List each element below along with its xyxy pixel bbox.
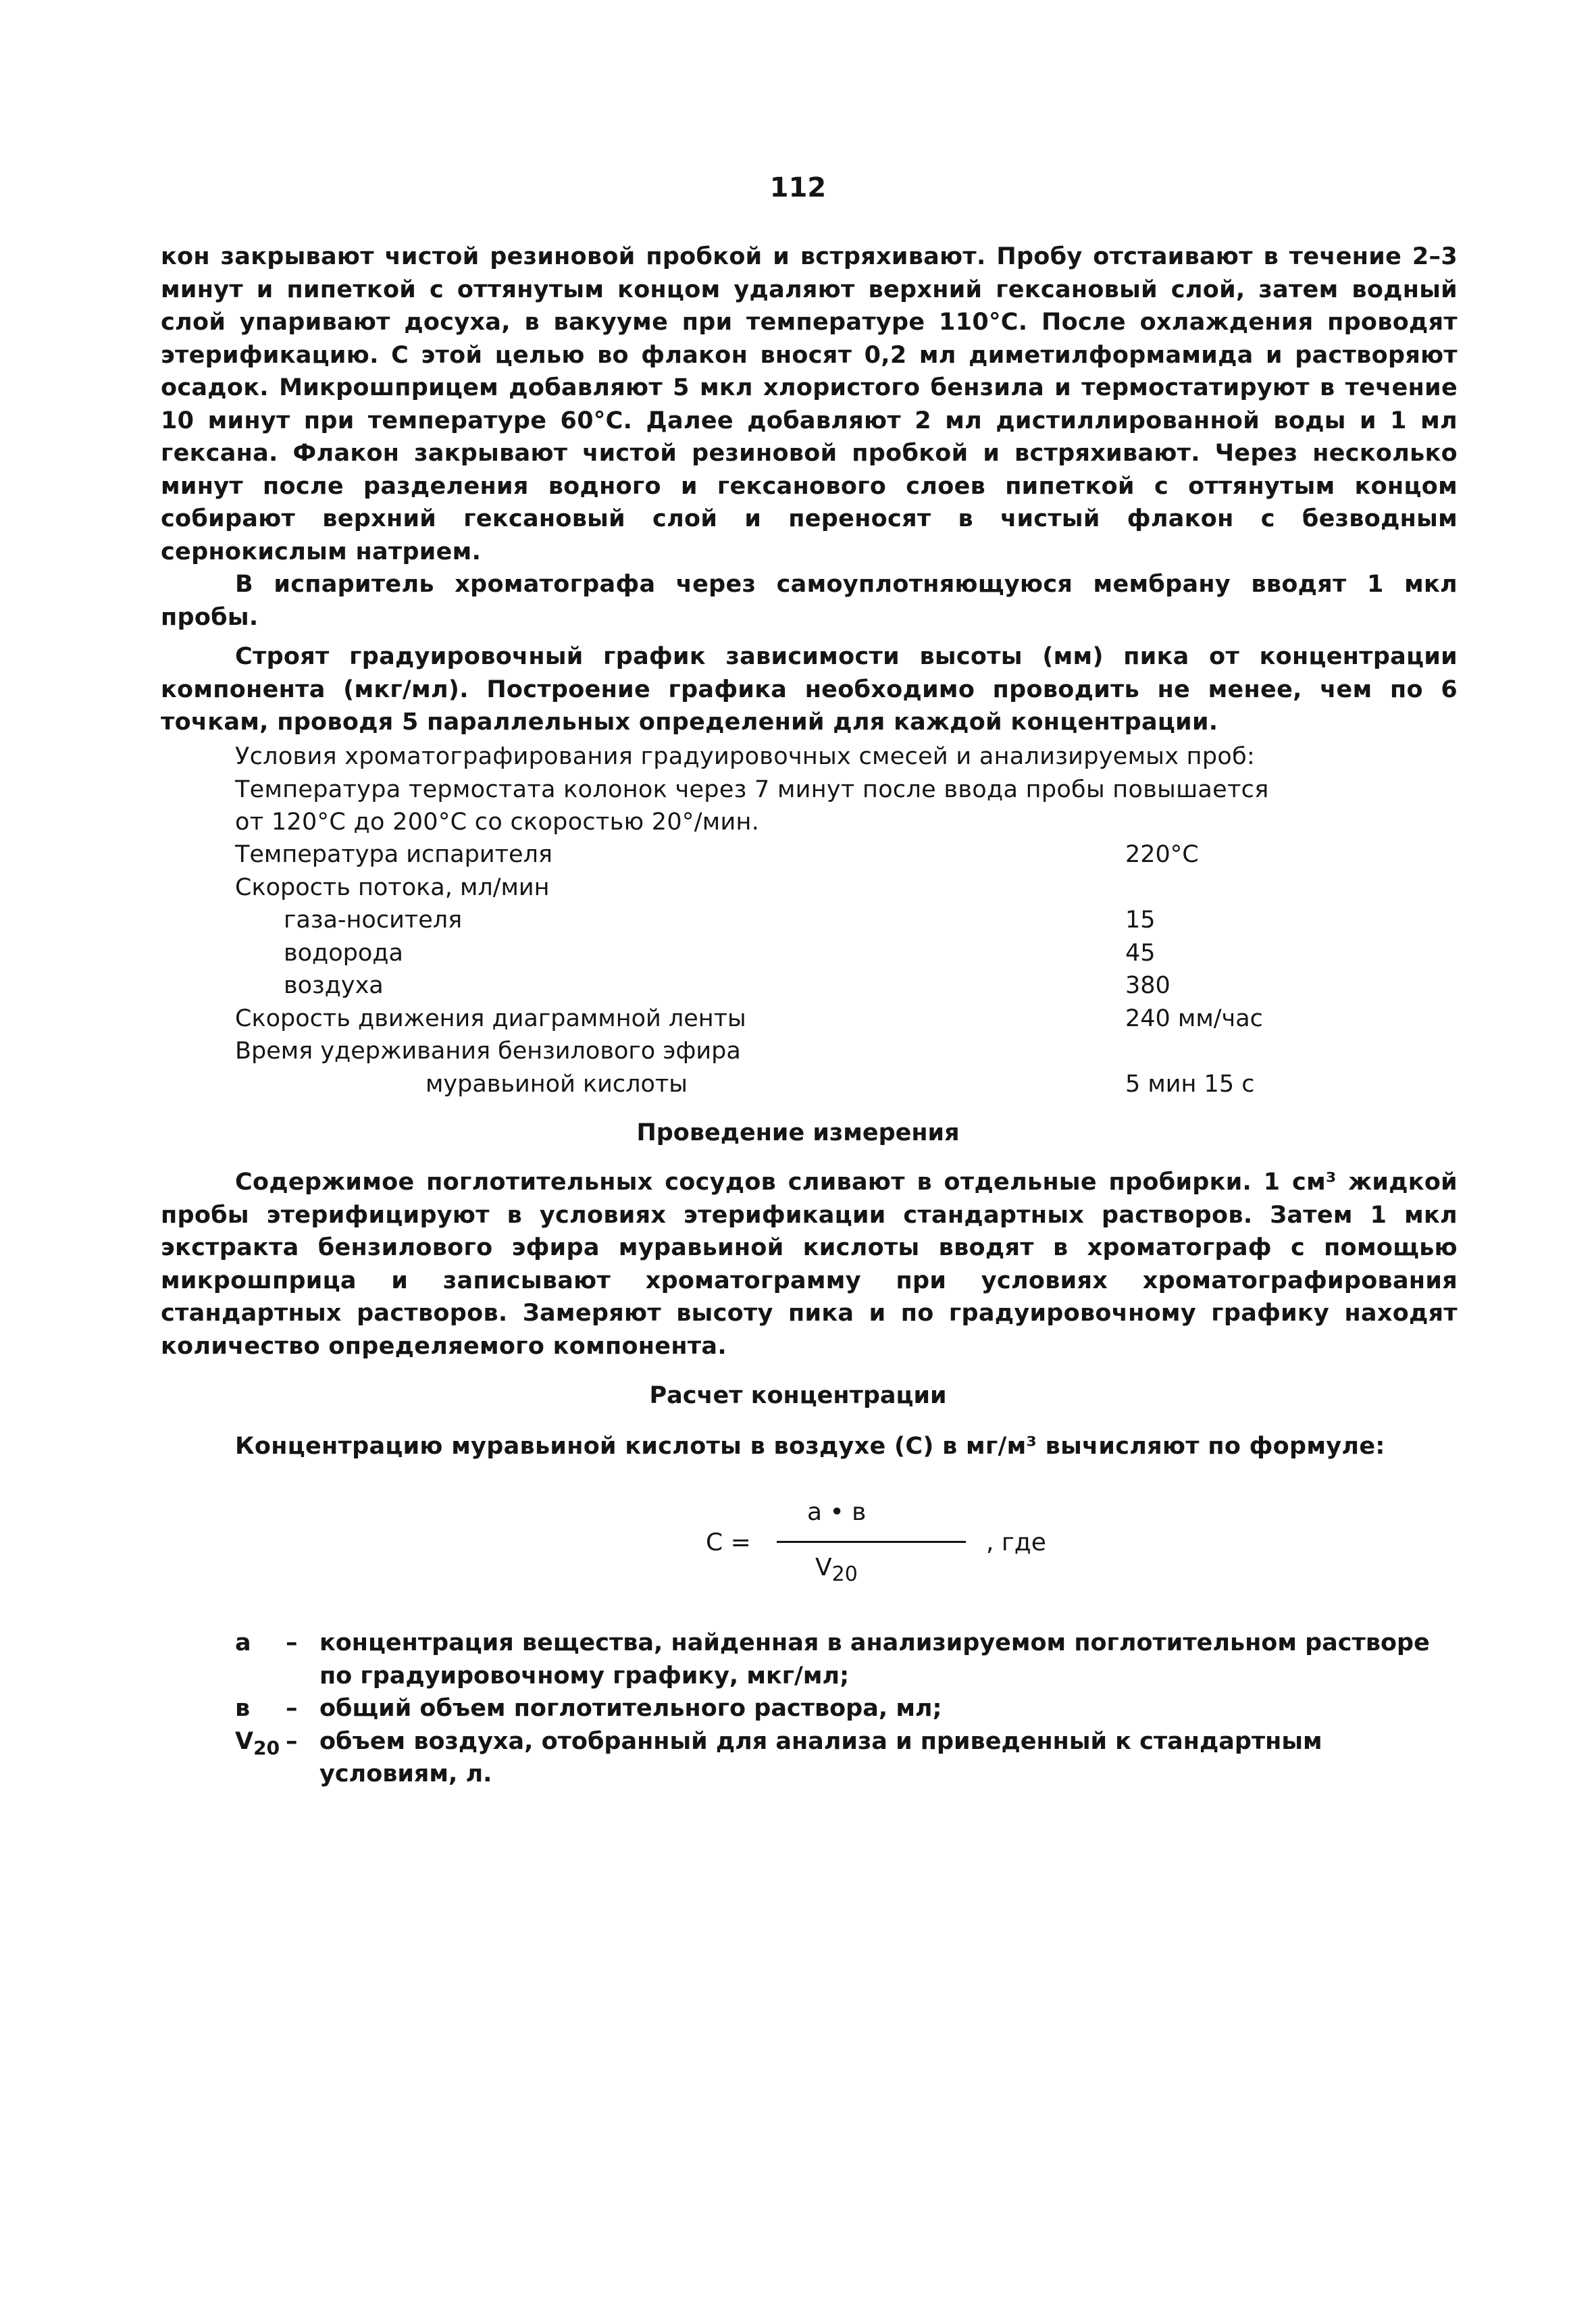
- calculation-heading: Расчет концентрации: [649, 1382, 947, 1409]
- condition-label: Температура испарителя: [235, 841, 552, 868]
- condition-value: 5 мин 15 с: [1125, 1070, 1255, 1098]
- condition-row: [235, 937, 1437, 970]
- legend-description: концентрация вещества, найденная в анализируемом поглотительном растворе по градуировочному графику, мкг/мл;: [319, 1629, 1430, 1689]
- legend-row: [235, 1725, 1451, 1791]
- legend-dash: –: [286, 1695, 298, 1722]
- condition-row: [235, 1035, 1437, 1068]
- formula-lhs: С =: [706, 1529, 751, 1556]
- calculation-intro-block: [161, 1430, 1458, 1463]
- variable-legend: [235, 1627, 1451, 1791]
- condition-label: муравьиной кислоты: [426, 1070, 688, 1098]
- condition-row: [235, 1068, 1437, 1101]
- formula-denominator: $V_{20}$: [815, 1554, 858, 1587]
- condition-label: Скорость потока, мл/мин: [235, 873, 550, 901]
- condition-row: [235, 969, 1437, 1002]
- conditions-table: [235, 838, 1437, 1100]
- legend-symbol: а: [235, 1629, 251, 1656]
- paragraph-injection: В испаритель хроматографа через самоуплотняющуюся мембрану вводят 1 мкл пробы.: [161, 571, 1458, 631]
- legend-row: [235, 1692, 1451, 1725]
- condition-row: [235, 871, 1437, 905]
- condition-value: 380: [1125, 972, 1170, 999]
- condition-row: [235, 838, 1437, 871]
- condition-label: водорода: [284, 939, 403, 967]
- condition-label: воздуха: [284, 972, 384, 999]
- intro-text: [161, 240, 1458, 739]
- condition-value: 45: [1125, 939, 1156, 967]
- legend-dash: –: [286, 1727, 298, 1755]
- legend-symbol: в: [235, 1695, 251, 1722]
- condition-row: [235, 1002, 1437, 1036]
- legend-symbol: $V_{20}$: [235, 1727, 280, 1759]
- legend-row: [235, 1627, 1451, 1692]
- thermostat-line-2: от 120°С до 200°С со скоростью 20°/мин.: [235, 809, 760, 836]
- measurement-heading: Проведение измерения: [636, 1119, 960, 1146]
- legend-description: общий объем поглотительного раствора, мл;: [319, 1695, 942, 1722]
- condition-label: газа-носителя: [284, 907, 463, 934]
- legend-description: объем воздуха, отобранный для анализа и приведенный к стандартным условиям, л.: [319, 1727, 1322, 1787]
- thermostat-line-1: Температура термостата колонок через 7 минут после ввода пробы повышается: [235, 776, 1269, 803]
- condition-row: [235, 904, 1437, 937]
- concentration-formula: [706, 1498, 1084, 1593]
- page-number: 112: [769, 172, 827, 203]
- calculation-intro: Концентрацию муравьиной кислоты в воздухе (С) в мг/м³ вычисляют по формуле:: [235, 1433, 1385, 1460]
- conditions-intro-text: Условия хроматографирования градуировочных смесей и анализируемых проб:: [235, 743, 1256, 770]
- paragraph-sample-prep: кон закрывают чистой резиновой пробкой и встряхивают. Пробу отстаивают в течение 2–3 минут и пипеткой с оттянутым концом удаляют верхний гексановый слой, затем водный слой упаривают досуха, в вакууме при температуре 110°С. После охлаждения проводят этерификацию. С этой целью во флакон вносят 0,2 мл диметилформамида и растворяют осадок. Микрошприцем добавляют 5 мкл хлористого бензила и термостатируют в течение 10 минут при температуре 60°С. Далее добавляют 2 мл дистиллированной воды и 1 мл гексана. Флакон закрывают чистой резиновой пробкой и встряхивают. Через несколько минут после разделения водного и гексанового слоев пипеткой с оттянутым концом собирают верхний гексановый слой и переносят в чистый флакон с безводным сернокислым натрием.: [161, 243, 1458, 565]
- fraction-bar: [777, 1541, 966, 1543]
- measurement-text: Содержимое поглотительных сосудов сливают в отдельные пробирки. 1 см³ жидкой пробы этерифицируют в условиях этерификации стандартных растворов. Затем 1 мкл экстракта бензилового эфира муравьиной кислоты вводят в хроматограф с помощью микрошприца и записывают хроматограмму при условиях хроматографирования стандартных растворов. Замеряют высоту пика и по градуировочному графику находят количество определяемого компонента.: [161, 1169, 1458, 1360]
- formula-numerator: а • в: [807, 1498, 867, 1526]
- condition-label: Скорость движения диаграммной ленты: [235, 1005, 746, 1032]
- formula-tail: , где: [986, 1529, 1046, 1556]
- condition-value: 15: [1125, 907, 1156, 934]
- conditions-intro: [235, 740, 1458, 839]
- measurement-text-block: [161, 1166, 1458, 1363]
- legend-dash: –: [286, 1629, 298, 1656]
- condition-value: 220°С: [1125, 841, 1199, 868]
- condition-value: 240 мм/час: [1125, 1005, 1263, 1032]
- paragraph-calibration: Строят градуировочный график зависимости высоты (мм) пика от концентрации компонента (мкг/мл). Построение графика необходимо проводить не менее, чем по 6 точкам, проводя 5 параллельных определений для каждой концентрации.: [161, 643, 1458, 736]
- condition-label: Время удерживания бензилового эфира: [235, 1038, 741, 1065]
